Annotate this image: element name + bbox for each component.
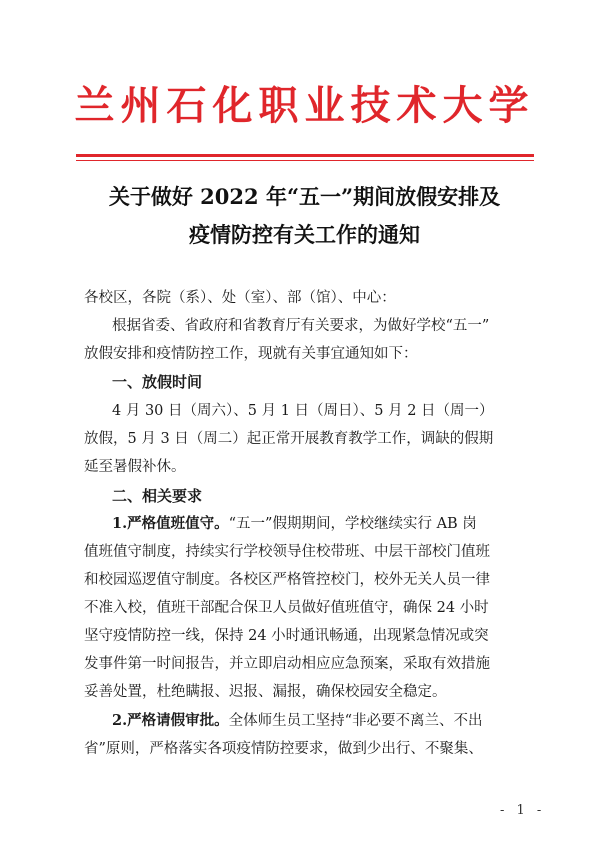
item2-label: 2.严格请假审批。 xyxy=(112,712,229,729)
section1-line: 放假，5 月 3 日（周二）起正常开展教育教学工作，调缺的假期 xyxy=(84,431,494,447)
item1-line: 和校园巡逻值守制度。各校区严格管控校门，校外无关人员一律 xyxy=(84,572,490,588)
salutation: 各校区，各院（系）、处（室）、部（馆）、中心： xyxy=(84,290,396,306)
item1-line: 值班值守制度，持续实行学校领导住校带班、中层干部校门值班 xyxy=(84,544,490,560)
intro-line: 根据省委、省政府和省教育厅有关要求，为做好学校“五一” xyxy=(112,318,490,334)
item1-line: 不准入校，值班干部配合保卫人员做好值班值守，确保 24 小时 xyxy=(84,600,489,616)
item2-first-line xyxy=(112,711,544,731)
item1-label: 1.严格值班值守。 xyxy=(112,515,229,532)
item1-line: 妥善处置，杜绝瞒报、迟报、漏报，确保校园安全稳定。 xyxy=(84,684,447,700)
masthead-rule-thick xyxy=(76,154,534,157)
item2-first-text: 全体师生员工坚持“非必要不离兰、不出 xyxy=(228,713,483,729)
section1-line: 延至暑假补休。 xyxy=(84,459,186,475)
notice-title-line1: 关于做好 2022 年“五一”期间放假安排及 xyxy=(108,184,501,209)
section1-heading: 一、放假时间 xyxy=(112,373,203,391)
item2-line: 省”原则，严格落实各项疫情防控要求，做到少出行、不聚集、 xyxy=(84,741,483,757)
page-number: - 1 - xyxy=(500,803,546,818)
section1-line: 4 月 30 日（周六）、5 月 1 日（周日）、5 月 2 日（周一） xyxy=(112,403,494,419)
notice-title-line2: 疫情防控有关工作的通知 xyxy=(189,222,420,247)
item1-first-text: “五一”假期期间，学校继续实行 AB 岗 xyxy=(228,516,477,532)
intro-line: 放假安排和疫情防控工作，现就有关事宜通知如下： xyxy=(84,346,418,362)
item1-first-line xyxy=(112,514,544,534)
item1-line: 坚守疫情防控一线，保持 24 小时通讯畅通，出现紧急情况或突 xyxy=(84,628,489,644)
institution-masthead: 兰州石化职业技术大学 xyxy=(74,82,535,129)
item1-line: 发事件第一时间报告，并立即启动相应应急预案，采取有效措施 xyxy=(84,656,490,672)
section2-heading: 二、相关要求 xyxy=(112,487,203,505)
masthead-rule-thin xyxy=(76,160,534,161)
